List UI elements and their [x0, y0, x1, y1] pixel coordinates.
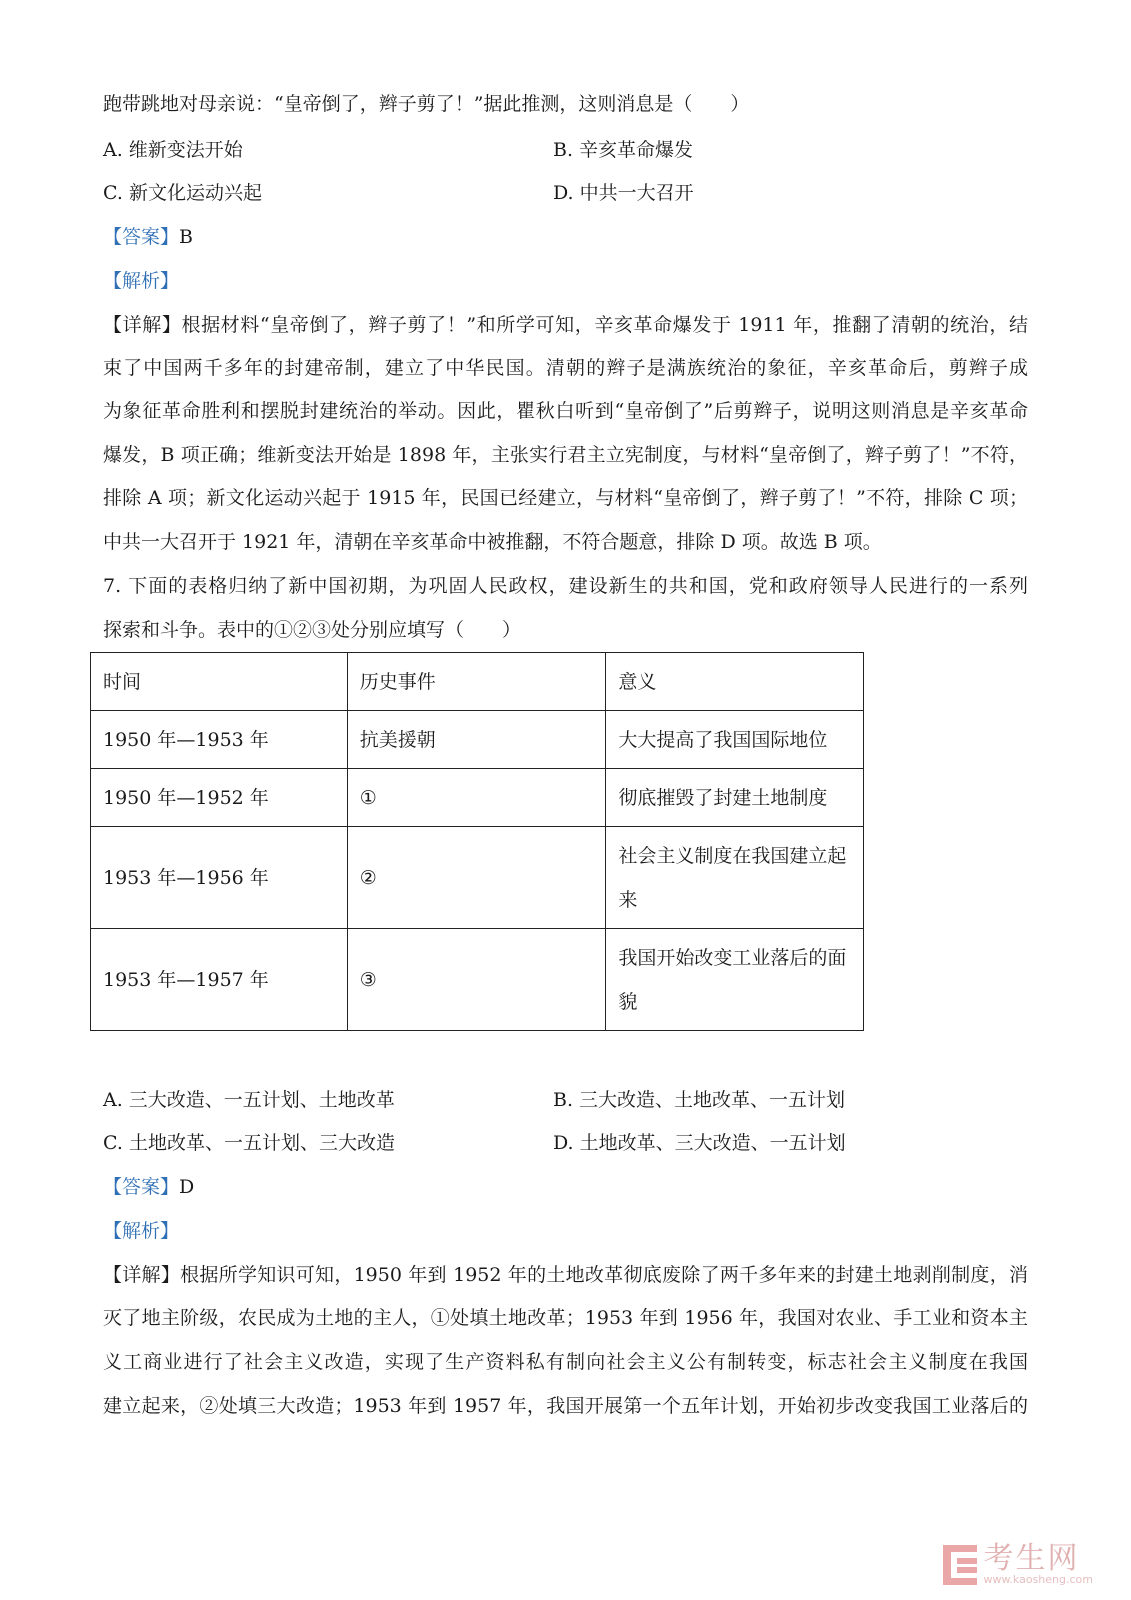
watermark [943, 1541, 1093, 1586]
q7-detail-text-1: 根据所学知识可知，1950 年到 1952 年的土地改革彻底废除了两千多年来的封建土地剥削制度，消 [180, 1264, 1028, 1286]
q7-answer-value: D [179, 1176, 195, 1198]
table-cell: ③ [347, 929, 606, 1031]
q7-option-c: C. 土地改革、一五计划、三大改造 [103, 1132, 395, 1154]
q6-option-a: A. 维新变法开始 [103, 139, 243, 161]
table-header-cell: 意义 [606, 653, 864, 711]
q6-stem-tail: 跑带跳地对母亲说：“皇帝倒了，辫子剪了！”据此推测，这则消息是（ ） [103, 93, 750, 115]
table-row [91, 827, 864, 929]
table-header-cell: 历史事件 [347, 653, 606, 711]
q7-analysis-tag: 【解析】 [103, 1220, 180, 1242]
q7-analysis-line [103, 1219, 1028, 1243]
q7-detail-line-2: 灭了地主阶级，农民成为土地的主人，①处填土地改革；1953 年到 1956 年，我国对农业、手工业和资本主 [103, 1307, 1028, 1329]
table-cell: 1953 年—1956 年 [91, 827, 348, 929]
table-row [91, 929, 864, 1031]
q7-answer-tag: 【答案】 [103, 1176, 180, 1198]
q6-option-c: C. 新文化运动兴起 [103, 182, 262, 204]
q7-table [90, 652, 864, 1031]
q7-stem-line-2: 探索和斗争。表中的①②③处分别应填写（ ） [103, 619, 522, 641]
q6-detail-line-4: 爆发，B 项正确；维新变法开始是 1898 年，主张实行君主立宪制度，与材料“皇帝倒了，辫子剪了！”不符， [103, 444, 1028, 466]
table-cell: 大大提高了我国国际地位 [606, 711, 864, 769]
q6-detail-line-2: 束了中国两千多年的封建帝制，建立了中华民国。清朝的辫子是满族统治的象征，辛亥革命后，剪辫子成 [103, 357, 1028, 379]
table-cell: ② [347, 827, 606, 929]
q6-detail-line-3: 为象征革命胜利和摆脱封建统治的举动。因此，瞿秋白听到“皇帝倒了”后剪辫子，说明这则消息是辛亥革命 [103, 400, 1028, 422]
q6-detail-line-5: 排除 A 项；新文化运动兴起于 1915 年，民国已经建立，与材料“皇帝倒了，辫子剪了！”不符，排除 C 项； [103, 487, 1028, 509]
q6-option-b: B. 辛亥革命爆发 [553, 139, 694, 161]
q6-answer-line [103, 225, 1028, 249]
watermark-name: 考生网 [983, 1541, 1080, 1576]
watermark-url: www.kaosheng.com [983, 1573, 1093, 1586]
q6-answer-tag: 【答案】 [103, 226, 180, 248]
table-cell: 1950 年—1952 年 [91, 769, 348, 827]
table-row [91, 711, 864, 769]
table-row [91, 769, 864, 827]
table-cell: 1953 年—1957 年 [91, 929, 348, 1031]
q7-detail-line-3: 义工商业进行了社会主义改造，实现了生产资料私有制向社会主义公有制转变，标志社会主义制度在我国 [103, 1351, 1028, 1373]
table-cell: ① [347, 769, 606, 827]
q7-stem-line-1: 7. 下面的表格归纳了新中国初期，为巩固人民政权，建设新生的共和国，党和政府领导人民进行的一系列 [103, 575, 1028, 597]
q6-detail-line-1 [103, 313, 1028, 337]
q6-detail-tag: 【详解】 [103, 314, 182, 336]
table-cell: 社会主义制度在我国建立起来 [606, 827, 864, 929]
q6-detail-text-1: 根据材料“皇帝倒了，辫子剪了！”和所学可知，辛亥革命爆发于 1911 年，推翻了清朝的统治，结 [181, 314, 1028, 336]
table-cell: 我国开始改变工业落后的面貌 [606, 929, 864, 1031]
q7-answer-line [103, 1175, 1028, 1199]
q7-option-a: A. 三大改造、一五计划、土地改革 [103, 1089, 395, 1111]
q6-detail-line-6: 中共一大召开于 1921 年，清朝在辛亥革命中被推翻，不符合题意，排除 D 项。故选 B 项。 [103, 531, 882, 553]
q7-option-b: B. 三大改造、土地改革、一五计划 [553, 1089, 846, 1111]
q6-answer-value: B [179, 226, 193, 248]
q6-analysis-line [103, 269, 1028, 293]
q7-detail-tag: 【详解】 [103, 1264, 181, 1286]
table-cell: 1950 年—1953 年 [91, 711, 348, 769]
q7-detail-line-4: 建立起来，②处填三大改造；1953 年到 1957 年，我国开展第一个五年计划，开始初步改变我国工业落后的 [103, 1395, 1028, 1417]
kaosheng-logo-icon [943, 1545, 977, 1585]
table-cell: 彻底摧毁了封建土地制度 [606, 769, 864, 827]
q7-detail-line-1 [103, 1263, 1028, 1287]
q6-option-d: D. 中共一大召开 [553, 182, 694, 204]
table-cell: 抗美援朝 [347, 711, 606, 769]
table-header-cell: 时间 [91, 653, 348, 711]
q7-option-d: D. 土地改革、三大改造、一五计划 [553, 1132, 846, 1154]
q6-analysis-tag: 【解析】 [103, 270, 180, 292]
table-header-row [91, 653, 864, 711]
